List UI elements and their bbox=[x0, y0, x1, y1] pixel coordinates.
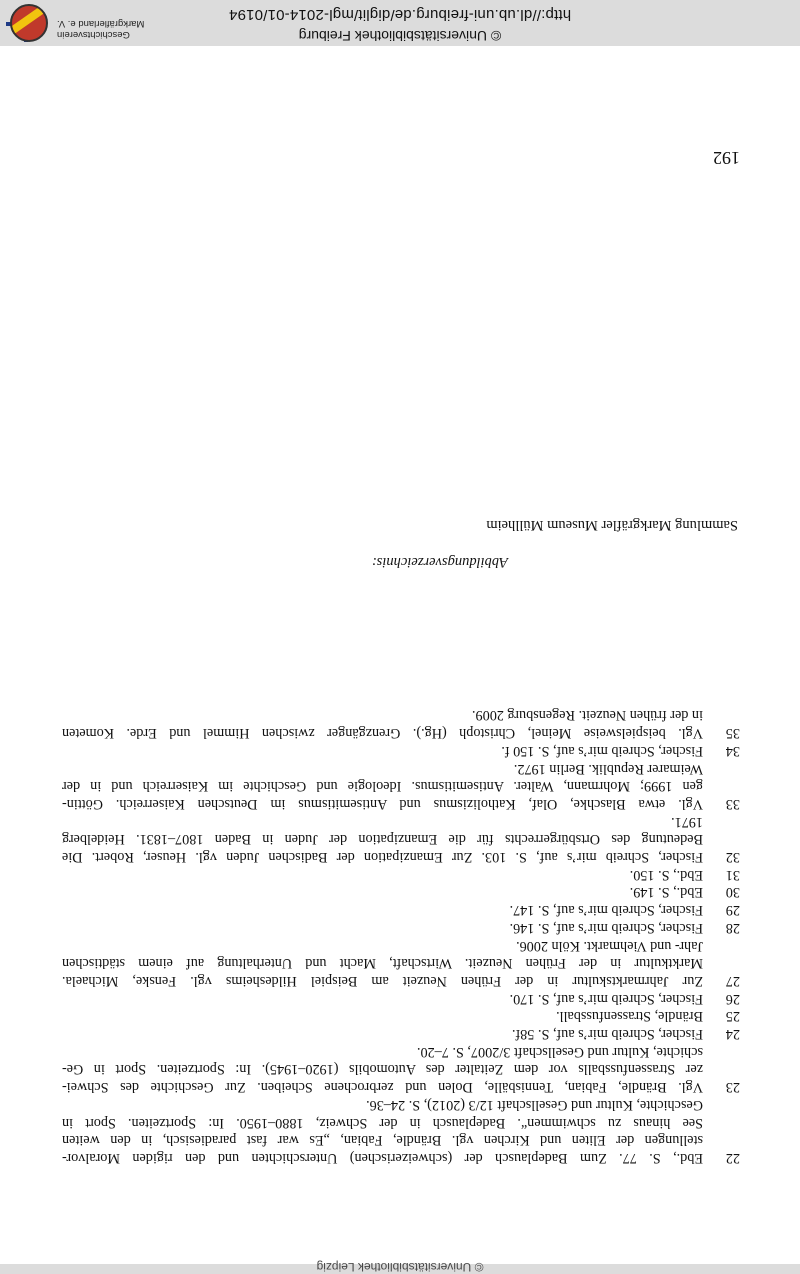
footnote-number: 35 bbox=[725, 725, 740, 742]
footnote-line: Jahr- und Viehmarkt. Köln 2006. bbox=[516, 937, 703, 954]
footnote-number: 24 bbox=[725, 1026, 740, 1043]
footnote-line: 1971. bbox=[671, 813, 703, 830]
footnote-number: 32 bbox=[725, 849, 740, 866]
footnote-number: 33 bbox=[725, 796, 740, 812]
footnote-number: 26 bbox=[725, 990, 740, 1007]
footnote-text bbox=[62, 1007, 703, 1025]
footnote-text bbox=[62, 918, 703, 936]
footnote-text bbox=[62, 901, 703, 919]
footnote-number: 25 bbox=[725, 1008, 740, 1025]
top-copyright: © Universitätsbibliothek Leipzig bbox=[316, 1260, 484, 1274]
footnote-line: See hinaus zu schwimmen“. Badeplausch in der Schweiz, 1880–1950. In: Sportzeiten. Sport in bbox=[62, 1114, 703, 1131]
footnote-line: zer Strassenfussballs vor dem Zeitalter des Automobils (1920–1945). In: Sportzeiten. Sport in Ge- bbox=[62, 1061, 703, 1078]
footnote-line: Fischer, Schreib mir’s auf, S. 147. bbox=[509, 902, 703, 919]
society-name-line2: Markgräflerland e. V. bbox=[57, 18, 145, 29]
society-crest-icon bbox=[10, 4, 48, 42]
footnote-line: in der frühen Neuzeit. Regensburg 2009. bbox=[471, 707, 703, 724]
society-name-line1: Geschichtsverein bbox=[57, 29, 130, 40]
society-name bbox=[57, 18, 157, 40]
footnote-line: Fischer, Schreib mir’s auf, S. 58f. bbox=[511, 1026, 703, 1043]
footnote-line: Fischer, Schreib mir’s auf, S. 146. bbox=[509, 919, 703, 936]
footnote-number: 34 bbox=[725, 742, 740, 759]
footnote-line: Bedeutung des Ortsbürgerrechts für die Emanzipation der Juden in Baden 1807–1831. Heidelberg bbox=[62, 831, 703, 848]
footnote-text bbox=[62, 1042, 703, 1095]
footnote-line: Zur Jahrmarktskultur in der Frühen Neuzeit am Beispiel Hildesheims vgl. Fenske, Michaela. bbox=[62, 973, 703, 989]
footnote-text bbox=[62, 759, 703, 812]
footnote-line: Marktkultur in der Frühen Neuzeit. Wirtschaft, Macht und Unterhaltung auf einem städtischen bbox=[62, 955, 703, 972]
footnote-line: gen 1999; Mohrmann, Walter. Antisemitismus. Ideologie und Geschichte im Kaiserreich und in der bbox=[62, 778, 703, 795]
top-toolbar-remnant bbox=[0, 1260, 800, 1274]
footnote-line: Vgl. Brändle, Fabian, Tennisbälle, Dolen und zerbrochene Scheiben. Zur Geschichte des Schwei- bbox=[62, 1079, 703, 1096]
footnote-number: 22 bbox=[725, 1150, 740, 1166]
footnote-text bbox=[62, 706, 703, 741]
footnote-line: stellungen der Eliten und Kirchen vgl. Brändle, Fabian, „Es war fast paradiesisch, in den weiten bbox=[62, 1132, 703, 1149]
footnote-number: 30 bbox=[725, 884, 740, 901]
permalink-url[interactable]: http://dl.ub.uni-freiburg.de/diglit/mgl-2014-01/0194 bbox=[228, 6, 572, 23]
footnote-text bbox=[62, 865, 703, 883]
footnote-line: schichte, Kultur und Gesellschaft 3/2007, S. 7–20. bbox=[416, 1043, 703, 1060]
footnote-line: Fischer, Schreib mir’s auf, S. 150 f. bbox=[501, 742, 703, 759]
footnote-text bbox=[62, 741, 703, 759]
footnote-line: Ebd., S. 149. bbox=[629, 884, 703, 901]
footnote-text bbox=[62, 989, 703, 1007]
footnote-line: Vgl. etwa Blaschke, Olaf, Katholizismus und Antisemitismus im Deutschen Kaiserreich. Göttin- bbox=[62, 796, 703, 812]
footnote-line: Brändle, Strassenfussball. bbox=[556, 1008, 703, 1025]
page-number: 192 bbox=[713, 148, 740, 168]
footnote-line: Ebd., S. 77. Zum Badeplausch der (schweizerischen) Unterschichten und den rigiden Moralvor- bbox=[62, 1150, 703, 1166]
copyright-notice: © Universitätsbibliothek Freiburg bbox=[298, 28, 502, 44]
footnote-number: 27 bbox=[725, 973, 740, 989]
footnote-line: Fischer, Schreib mir’s auf, S. 170. bbox=[509, 990, 703, 1007]
footnote-line: Fischer, Schreib mir’s auf, S. 103. Zur Emanzipation der Badischen Juden vgl. Heuser, Robert. Die bbox=[62, 849, 703, 866]
footnote-number: 23 bbox=[725, 1079, 740, 1096]
footnote-line: Geschichte, Kultur und Gesellschaft 12/3 (2012), S. 24–36. bbox=[366, 1096, 703, 1113]
footnote-line: Ebd., S. 150. bbox=[629, 866, 703, 883]
footnote-line: Weimarer Republik. Berlin 1972. bbox=[513, 760, 703, 777]
footnote-number: 31 bbox=[725, 866, 740, 883]
footnote-number: 28 bbox=[725, 919, 740, 936]
footnote-text bbox=[62, 936, 703, 989]
figures-heading: Abbildungsverzeichnis: bbox=[371, 554, 508, 570]
footnote-text bbox=[62, 1095, 703, 1166]
footnote-number: 29 bbox=[725, 902, 740, 919]
footnote-text bbox=[62, 812, 703, 865]
footnote-text bbox=[62, 883, 703, 901]
viewer-footer-bar bbox=[0, 0, 800, 46]
footnote-line: Vgl. beispielsweise Meinel, Christoph (Hg.). Grenzgänger zwischen Himmel und Erde. Kometen bbox=[62, 725, 703, 742]
footnote-text bbox=[62, 1024, 703, 1042]
figures-credit: Sammlung Markgräfler Museum Müllheim bbox=[486, 517, 738, 533]
